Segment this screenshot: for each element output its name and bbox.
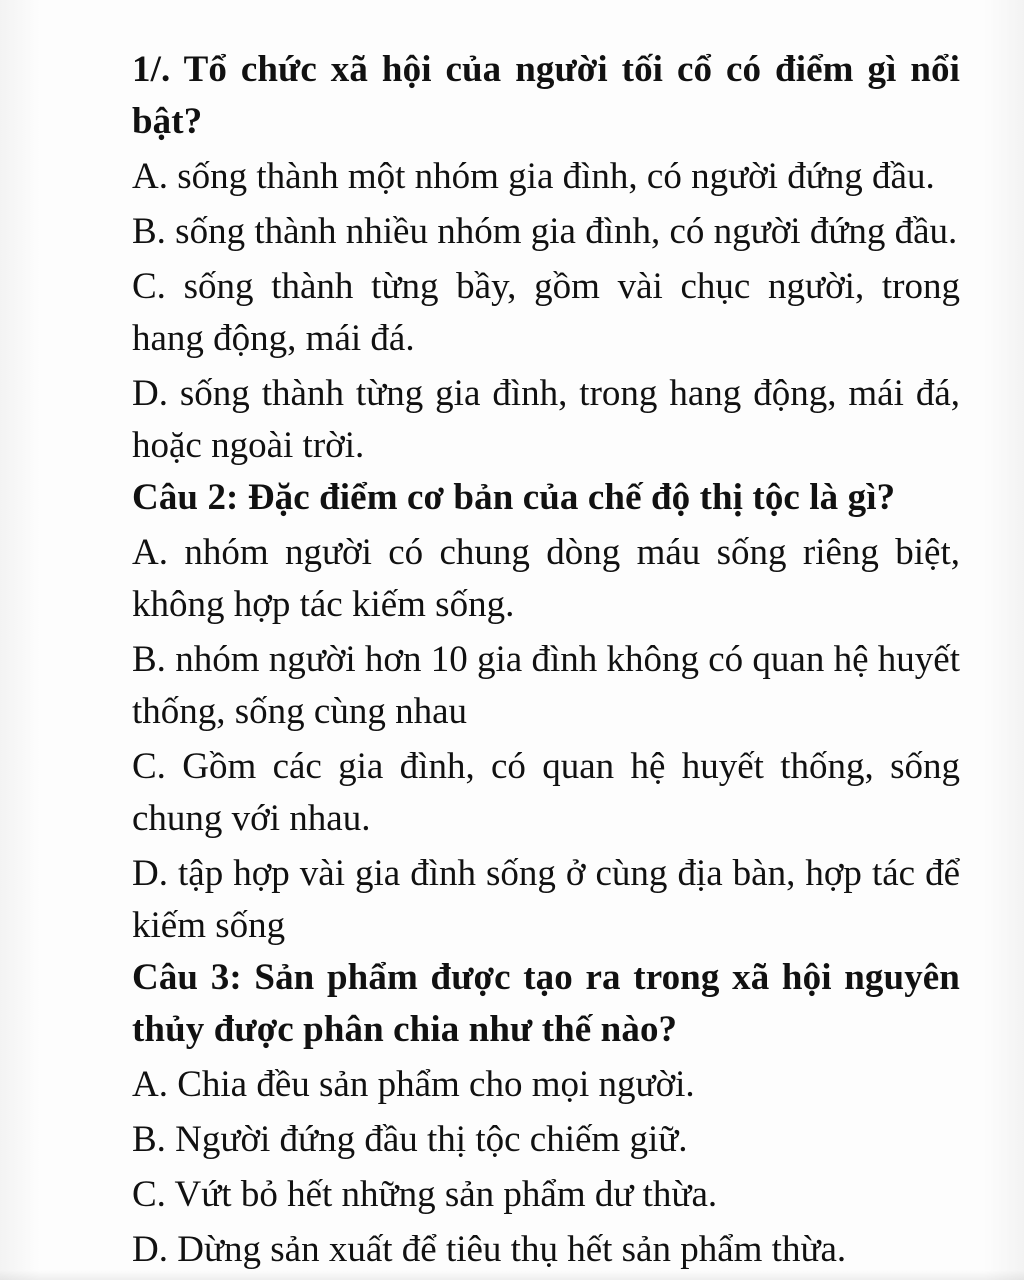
question-block-1 bbox=[132, 44, 960, 472]
question-2-prompt: Câu 2: Đặc điểm cơ bản của chế độ thị tộc là gì? bbox=[132, 477, 896, 518]
question-block-3 bbox=[132, 952, 960, 1276]
page-bottom-shadow bbox=[0, 1270, 1024, 1280]
question-1-option-b: B. sống thành nhiều nhóm gia đình, có người đứng đầu. bbox=[132, 211, 958, 252]
question-block-2 bbox=[132, 472, 960, 952]
question-2-option-c: C. Gồm các gia đình, có quan hệ huyết thống, sống chung với nhau. bbox=[132, 746, 960, 839]
question-1-option-c: C. sống thành từng bầy, gồm vài chục người, trong hang động, mái đá. bbox=[132, 266, 960, 359]
quiz-content bbox=[132, 44, 960, 1276]
question-2-option-d: D. tập hợp vài gia đình sống ở cùng địa bàn, hợp tác để kiếm sống bbox=[132, 853, 960, 946]
question-1-option-d: D. sống thành từng gia đình, trong hang động, mái đá, hoặc ngoài trời. bbox=[132, 373, 960, 466]
question-2-option-a: A. nhóm người có chung dòng máu sống riêng biệt, không hợp tác kiếm sống. bbox=[132, 532, 960, 625]
question-3-option-b: B. Người đứng đầu thị tộc chiếm giữ. bbox=[132, 1119, 688, 1160]
question-1-prompt: 1/. Tổ chức xã hội của người tối cổ có điểm gì nổi bật? bbox=[132, 49, 960, 142]
question-3-option-c: C. Vứt bỏ hết những sản phẩm dư thừa. bbox=[132, 1174, 718, 1215]
question-2-option-b: B. nhóm người hơn 10 gia đình không có quan hệ huyết thống, sống cùng nhau bbox=[132, 639, 960, 732]
question-1-option-a: A. sống thành một nhóm gia đình, có người đứng đầu. bbox=[132, 156, 935, 197]
question-3-prompt: Câu 3: Sản phẩm được tạo ra trong xã hội nguyên thủy được phân chia như thế nào? bbox=[132, 957, 960, 1050]
question-3-option-d: D. Dừng sản xuất để tiêu thụ hết sản phẩm thừa. bbox=[132, 1229, 847, 1270]
question-3-option-a: A. Chia đều sản phẩm cho mọi người. bbox=[132, 1064, 695, 1105]
